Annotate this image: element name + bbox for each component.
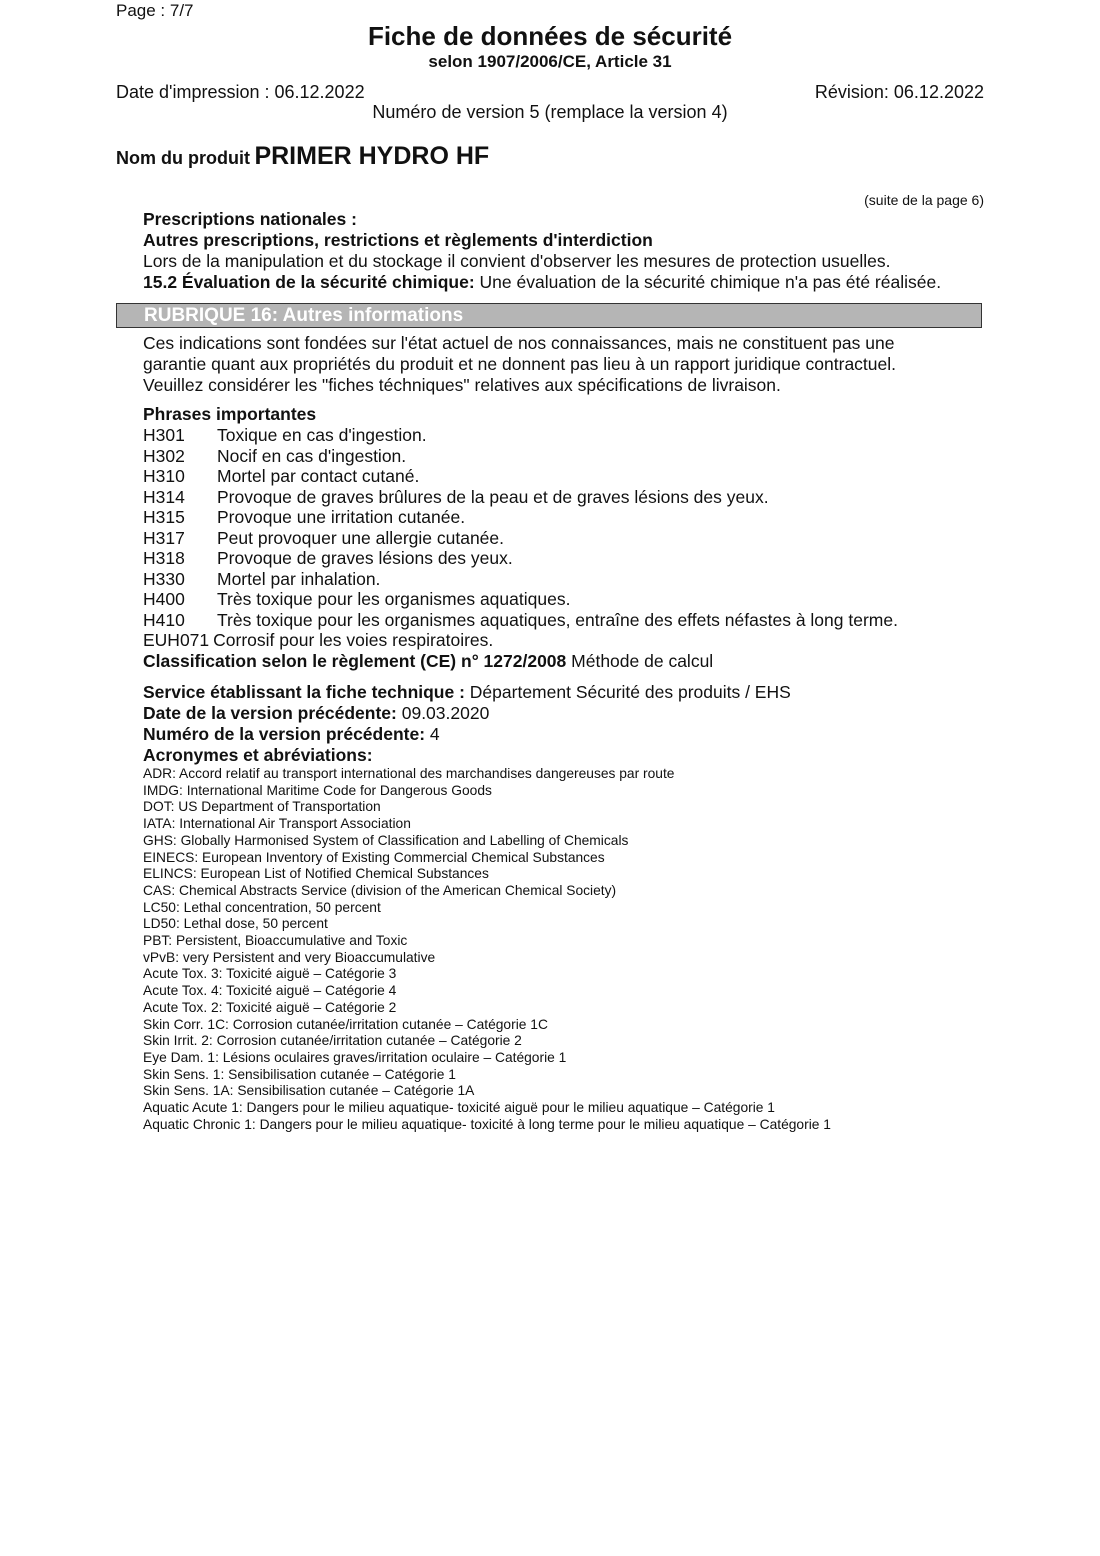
page-number: Page : 7/7 xyxy=(116,1,194,20)
classification-label: Classification selon le règlement (CE) n° 1272/2008 xyxy=(143,650,567,671)
intro-line: Ces indications sont fondées sur l'état actuel de nos connaissances, mais ne constituent pas une xyxy=(143,333,895,353)
acronym-item: Acute Tox. 2: Toxicité aiguë – Catégorie 2 xyxy=(143,999,397,1015)
product-line xyxy=(116,142,489,171)
previous-number-line xyxy=(143,724,993,745)
acronym-item: ELINCS: European List of Notified Chemical Substances xyxy=(143,866,489,882)
service-line xyxy=(143,682,993,703)
acronym-item: Aquatic Chronic 1: Dangers pour le milieu aquatique- toxicité à long terme pour le milieu aquatique – Catégorie 1 xyxy=(143,1116,831,1132)
hazard-code: H301 xyxy=(143,425,185,445)
hazard-text: Toxique en cas d'ingestion. xyxy=(217,425,427,445)
product-name: PRIMER HYDRO HF xyxy=(254,142,490,170)
previous-date-line xyxy=(143,703,993,724)
acronym-item: Skin Sens. 1: Sensibilisation cutanée – Catégorie 1 xyxy=(143,1066,456,1082)
acronym-item: Acute Tox. 4: Toxicité aiguë – Catégorie 4 xyxy=(143,983,397,999)
section-15 xyxy=(143,209,993,293)
hazard-phrase xyxy=(143,610,993,631)
hazard-text: Provoque de graves lésions des yeux. xyxy=(217,548,513,568)
acronym-item: LC50: Lethal concentration, 50 percent xyxy=(143,899,381,915)
acronym-item: GHS: Globally Harmonised System of Classification and Labelling of Chemicals xyxy=(143,832,629,848)
acronyms-list xyxy=(143,766,993,1133)
service-value: Département Sécurité des produits / EHS xyxy=(469,682,791,702)
handling-text: Lors de la manipulation et du stockage il convient d'observer les mesures de protection usuelles. xyxy=(143,251,891,271)
hazard-text: Mortel par contact cutané. xyxy=(217,466,420,486)
acronym-item: EINECS: European Inventory of Existing Commercial Chemical Substances xyxy=(143,849,605,865)
classification-value: Méthode de calcul xyxy=(571,650,714,671)
acronym-item: IMDG: International Maritime Code for Dangerous Goods xyxy=(143,782,492,798)
hazard-phrase xyxy=(143,630,993,651)
phrases-title: Phrases importantes xyxy=(143,404,317,424)
acronym-item: CAS: Chemical Abstracts Service (division of the American Chemical Society) xyxy=(143,882,617,898)
hazard-code: H314 xyxy=(143,486,185,507)
hazard-code: H318 xyxy=(143,548,185,568)
hazard-phrase xyxy=(143,446,993,467)
hazard-code: H400 xyxy=(143,589,185,609)
hazard-text: Peut provoquer une allergie cutanée. xyxy=(217,527,505,548)
acronym-item: vPvB: very Persistent and very Bioaccumulative xyxy=(143,949,436,965)
previous-number-label: Numéro de la version précédente: xyxy=(143,724,426,744)
hazard-phrase xyxy=(143,425,993,446)
hazard-text: Nocif en cas d'ingestion. xyxy=(217,445,407,466)
previous-number-value: 4 xyxy=(429,724,440,744)
acronym-item: IATA: International Air Transport Association xyxy=(143,816,411,832)
acronym-item: Skin Sens. 1A: Sensibilisation cutanée – Catégorie 1A xyxy=(143,1083,475,1099)
revision-date: Révision: 06.12.2022 xyxy=(814,82,984,102)
hazard-text: Provoque de graves brûlures de la peau et de graves lésions des yeux. xyxy=(217,486,769,507)
document-title: Fiche de données de sécurité xyxy=(367,21,733,51)
acronym-item: Aquatic Acute 1: Dangers pour le milieu aquatique- toxicité aiguë pour le milieu aquatique – Catégorie 1 xyxy=(143,1100,775,1116)
previous-date-label: Date de la version précédente: xyxy=(143,703,397,723)
acronym-item: Skin Irrit. 2: Corrosion cutanée/irritation cutanée – Catégorie 2 xyxy=(143,1033,522,1049)
intro-line: garantie quant aux propriétés du produit et ne donnent pas lieu à un rapport juridique contractuel. xyxy=(143,354,897,374)
section-16-title: RUBRIQUE 16: Autres informations xyxy=(144,305,464,326)
hazard-code: H410 xyxy=(143,609,185,630)
hazard-code: H330 xyxy=(143,568,185,589)
hazard-phrase xyxy=(143,569,993,590)
hazard-text: Corrosif pour les voies respiratoires. xyxy=(213,630,494,650)
chemical-safety-label: 15.2 Évaluation de la sécurité chimique: xyxy=(143,272,475,292)
section-16-intro xyxy=(143,333,993,396)
acronym-item: PBT: Persistent, Bioaccumulative and Toxic xyxy=(143,933,408,949)
classification xyxy=(143,651,993,672)
acronyms-title: Acronymes et abréviations: xyxy=(143,745,373,765)
section-16-header xyxy=(116,303,982,328)
print-date: Date d'impression : 06.12.2022 xyxy=(116,82,365,102)
hazard-phrase xyxy=(143,507,993,528)
hazard-code: H317 xyxy=(143,527,185,548)
hazard-phrase xyxy=(143,528,993,549)
hazard-text: Très toxique pour les organismes aquatiques, entraîne des effets néfastes à long terme. xyxy=(217,609,898,630)
hazard-code: EUH071 xyxy=(143,630,210,650)
document-subtitle: selon 1907/2006/CE, Article 31 xyxy=(428,52,672,71)
hazard-phrase xyxy=(143,589,993,610)
acronym-item: Skin Corr. 1C: Corrosion cutanée/irritation cutanée – Catégorie 1C xyxy=(143,1016,548,1032)
acronym-item: Acute Tox. 3: Toxicité aiguë – Catégorie 3 xyxy=(143,966,397,982)
hazard-text: Provoque une irritation cutanée. xyxy=(217,507,466,527)
acronym-item: Eye Dam. 1: Lésions oculaires graves/irritation oculaire – Catégorie 1 xyxy=(143,1049,567,1065)
other-prescriptions-title: Autres prescriptions, restrictions et règlements d'interdiction xyxy=(143,230,653,250)
document-info xyxy=(143,682,993,766)
acronym-item: ADR: Accord relatif au transport international des marchandises dangereuses par route xyxy=(143,766,675,781)
hazard-phrase xyxy=(143,466,993,487)
hazard-code: H315 xyxy=(143,507,185,527)
version-number: Numéro de version 5 (remplace la version 4) xyxy=(372,102,728,122)
acronym-item: LD50: Lethal dose, 50 percent xyxy=(143,916,328,932)
service-label: Service établissant la fiche technique : xyxy=(143,682,465,702)
hazard-text: Très toxique pour les organismes aquatiques. xyxy=(217,589,571,609)
chemical-safety-text: Une évaluation de la sécurité chimique n'a pas été réalisée. xyxy=(479,272,942,292)
important-phrases xyxy=(143,404,993,672)
hazard-phrase xyxy=(143,487,993,508)
acronym-item: DOT: US Department of Transportation xyxy=(143,799,381,815)
national-prescriptions-title: Prescriptions nationales : xyxy=(143,209,357,229)
hazard-phrase xyxy=(143,548,993,569)
chemical-safety-assessment xyxy=(143,272,993,293)
intro-line: Veuillez considérer les "fiches téchniques" relatives aux spécifications de livraison. xyxy=(143,375,781,395)
product-label: Nom du produit xyxy=(116,148,250,168)
hazard-code: H302 xyxy=(143,445,185,466)
hazard-text: Mortel par inhalation. xyxy=(217,568,381,589)
continued-note: (suite de la page 6) xyxy=(864,192,984,208)
hazard-code: H310 xyxy=(143,466,185,486)
previous-date-value: 09.03.2020 xyxy=(401,703,490,723)
